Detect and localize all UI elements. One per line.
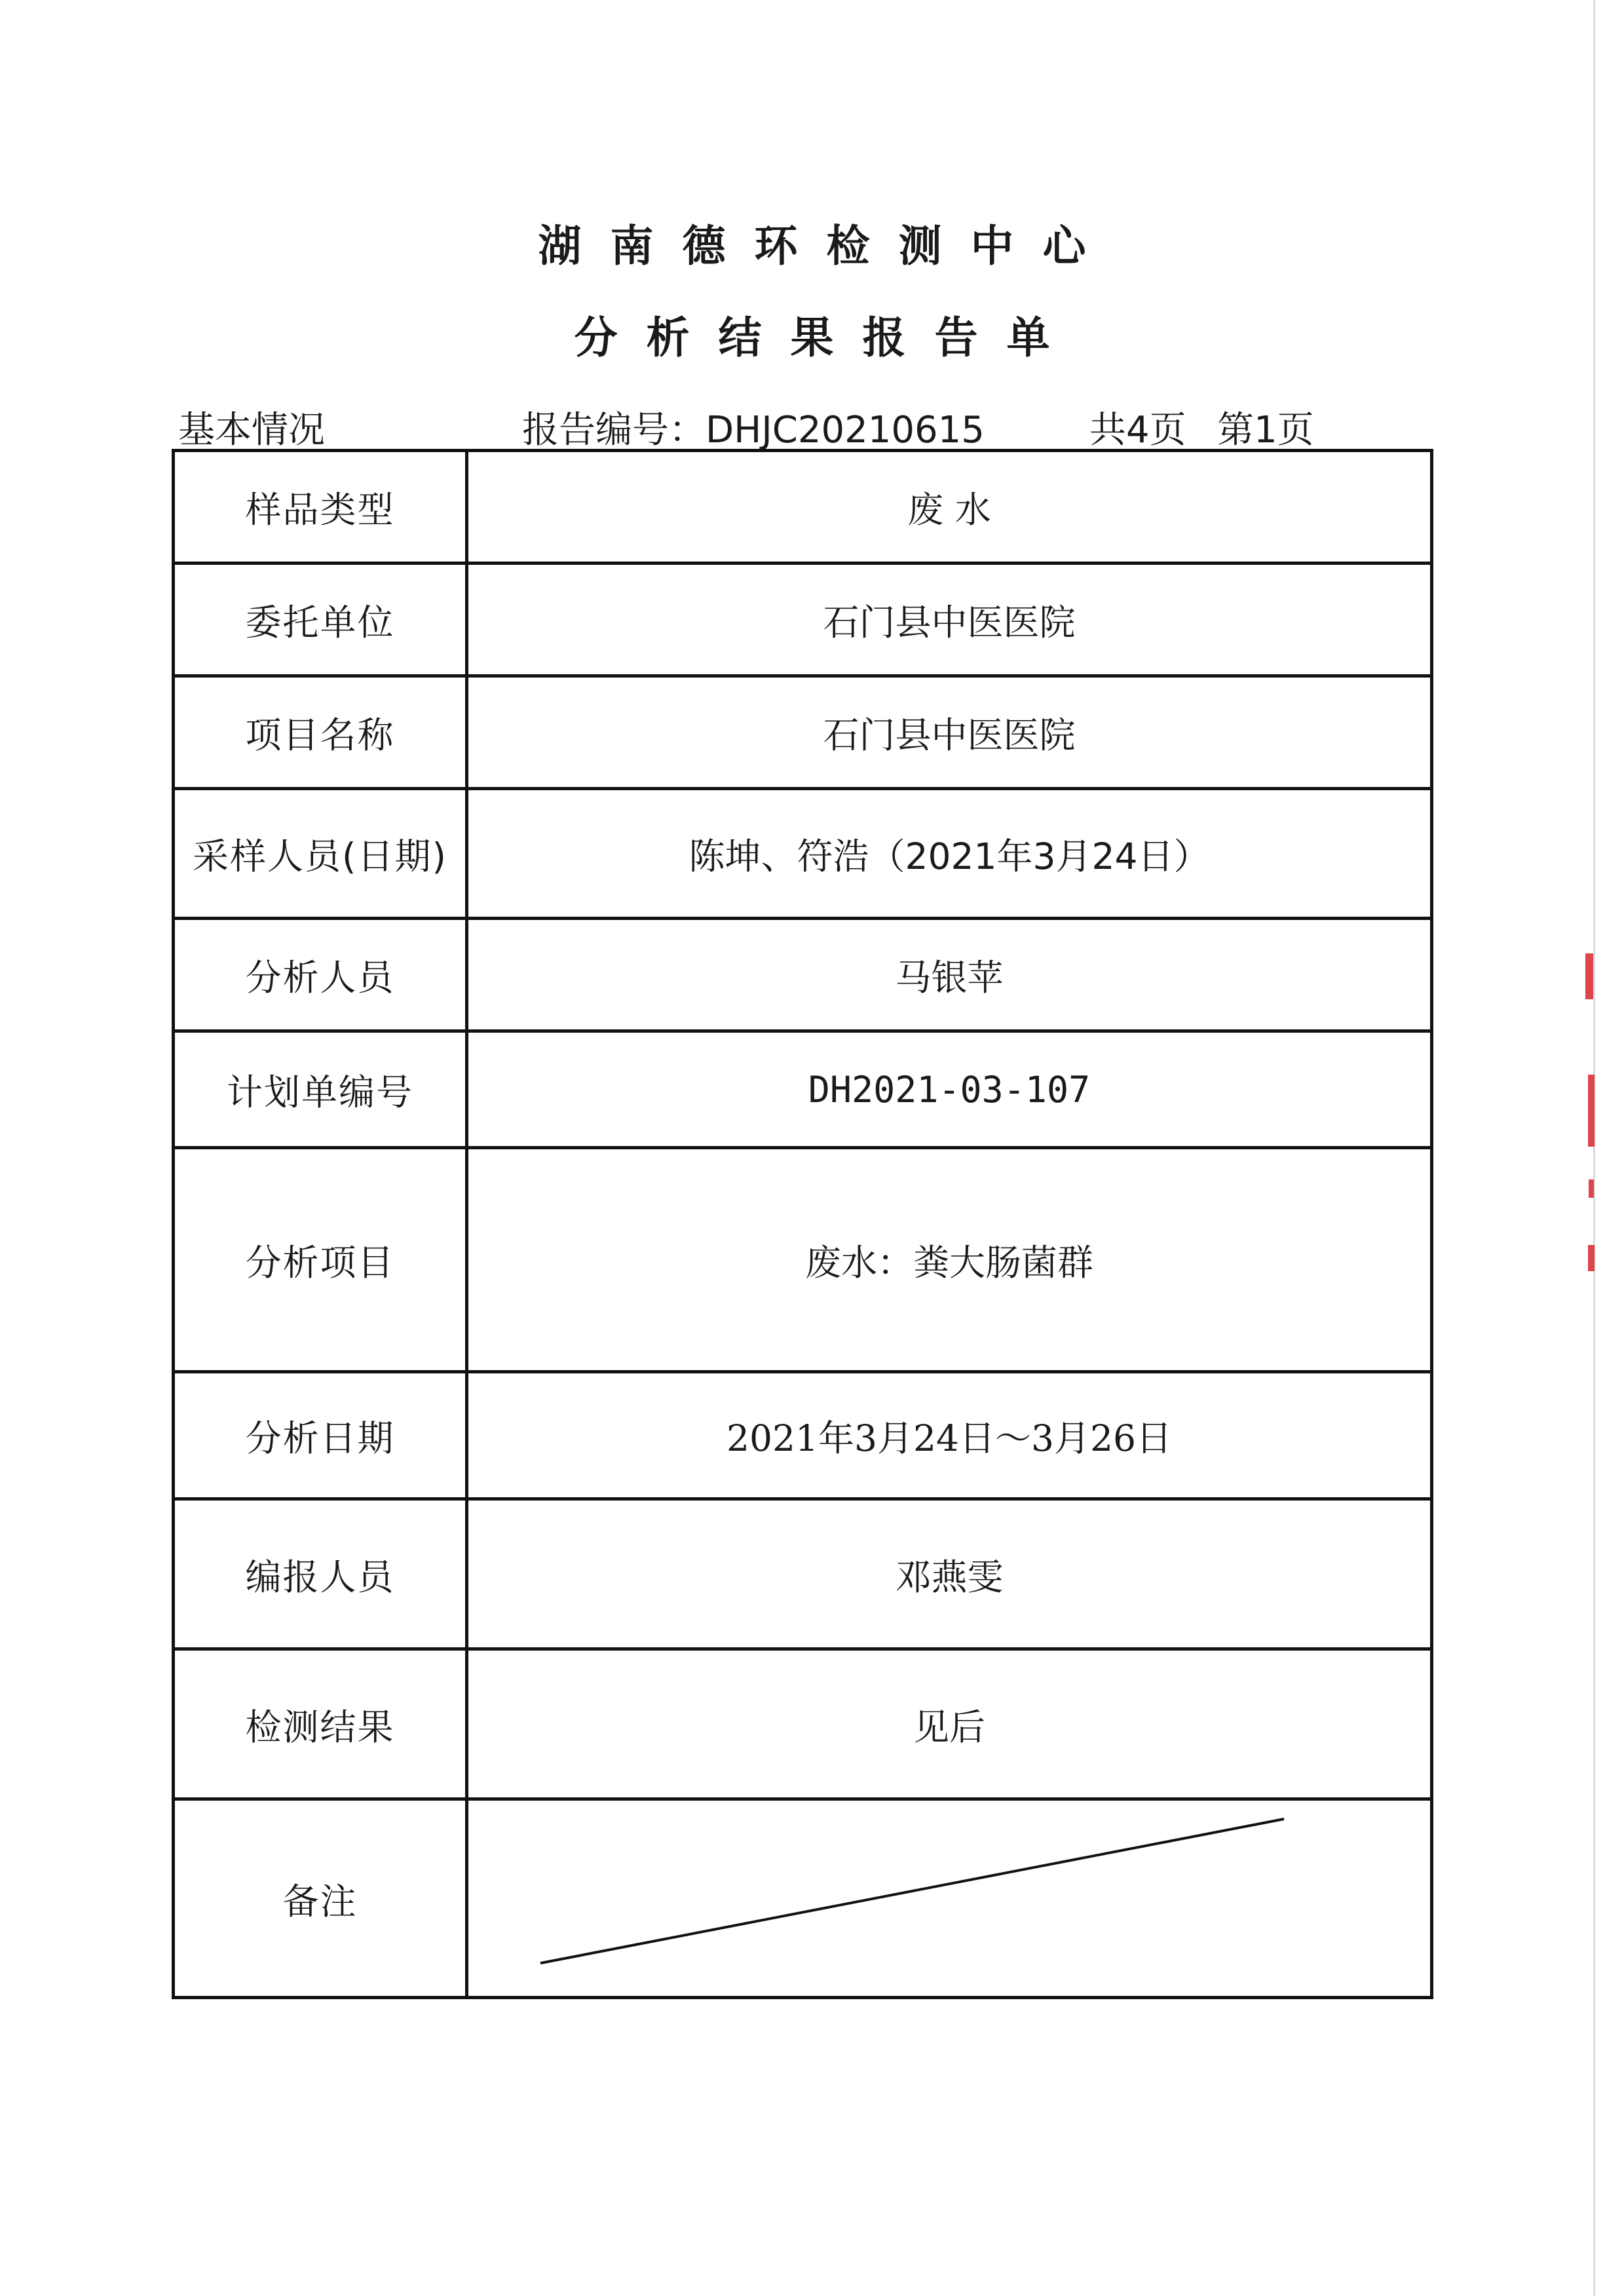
table-row (174, 1148, 1432, 1372)
basic-info-table (172, 449, 1433, 1999)
report-number: 报告编号：DHJC20210615 (522, 409, 985, 451)
table-row (174, 1799, 1432, 1998)
compiler-label: 编报人员 (174, 1499, 467, 1649)
table-row (174, 451, 1432, 564)
test-result-value: 见后 (467, 1649, 1432, 1799)
remarks-label: 备注 (174, 1799, 467, 1998)
stamp-fragment (1588, 1075, 1595, 1147)
project-name-label: 项目名称 (174, 676, 467, 789)
table-row (174, 1031, 1432, 1148)
sampler-label: 采样人员(日期) (174, 789, 467, 919)
table-row (174, 919, 1432, 1031)
page-edge-line (1593, 0, 1595, 2296)
table-row (174, 564, 1432, 676)
document-title: 分析结果报告单 (574, 313, 1079, 363)
sample-type-label: 样品类型 (174, 451, 467, 564)
analyst-label: 分析人员 (174, 919, 467, 1031)
remarks-strike-line (468, 1801, 1437, 1997)
stamp-fragment (1589, 1179, 1594, 1198)
compiler-value: 邓燕雯 (467, 1499, 1432, 1649)
sampler-value: 陈坤、符浩（2021年3月24日） (467, 789, 1432, 919)
table-row (174, 1649, 1432, 1799)
plan-number-value: DH2021-03-107 (467, 1031, 1432, 1148)
section-label: 基本情况 (178, 409, 325, 451)
table-row (174, 676, 1432, 789)
stamp-fragment (1585, 953, 1593, 999)
table-row (174, 1499, 1432, 1649)
client-label: 委托单位 (174, 564, 467, 676)
client-value: 石门县中医医院 (467, 564, 1432, 676)
analysis-date-value: 2021年3月24日～3月26日 (467, 1372, 1432, 1499)
project-name-value: 石门县中医医院 (467, 676, 1432, 789)
analysis-item-label: 分析项目 (174, 1148, 467, 1372)
sample-type-value: 废 水 (467, 451, 1432, 564)
organization-title: 湖南德环检测中心 (538, 221, 1115, 271)
stamp-fragment (1588, 1245, 1595, 1271)
analyst-value: 马银苹 (467, 919, 1432, 1031)
analysis-date-label: 分析日期 (174, 1372, 467, 1499)
page-number: 第1页 (1217, 409, 1314, 451)
remarks-value (467, 1799, 1432, 1998)
total-pages: 共4页 (1089, 409, 1186, 451)
plan-number-label: 计划单编号 (174, 1031, 467, 1148)
test-result-label: 检测结果 (174, 1649, 467, 1799)
table-row (174, 1372, 1432, 1499)
table-row (174, 789, 1432, 919)
analysis-item-value: 废水：粪大肠菌群 (467, 1148, 1432, 1372)
